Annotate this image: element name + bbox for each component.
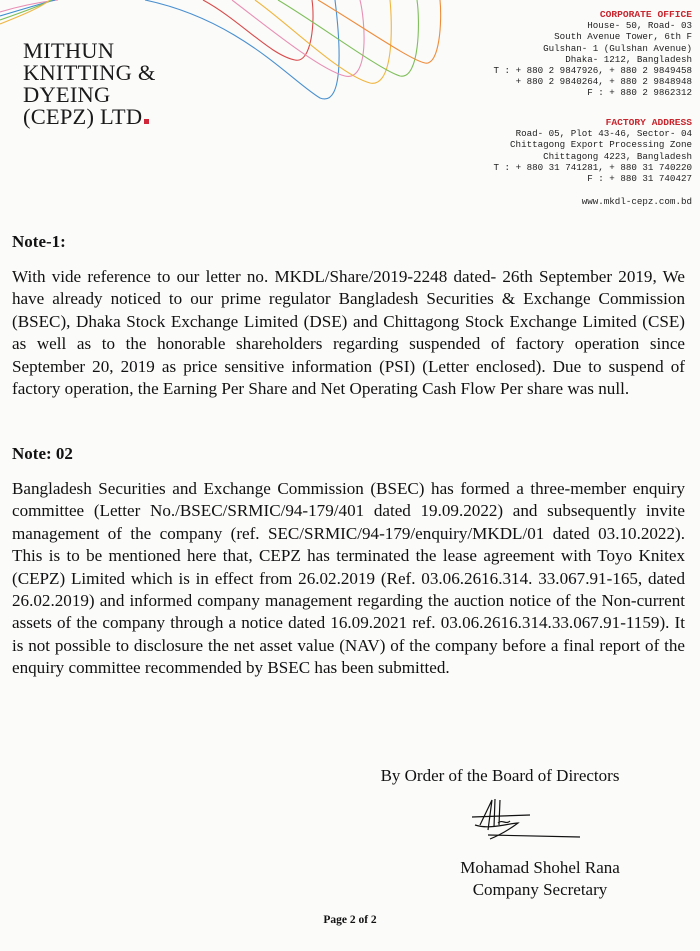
phone-line: + 880 2 9840264, + 880 2 9848948: [515, 76, 692, 88]
factory-address-heading: FACTORY ADDRESS: [605, 117, 692, 128]
note-1-section: [12, 232, 685, 400]
website-link[interactable]: www.mkdl-cepz.com.bd: [581, 196, 692, 207]
address-line: Chittagong 4223, Bangladesh: [543, 150, 692, 162]
address-line: Dhaka- 1212, Bangladesh: [565, 53, 692, 65]
note-title: Note: 02: [12, 444, 73, 463]
signatory-title: Company Secretary: [472, 880, 608, 899]
note-text: With vide reference to our letter no. MKDL/Share/2019-2248 dated- 26th September 2019, We have already noticed to our prime regulator Bangladesh Securities & Exchange Commission (BSEC), Dhaka Stock Exchange Limited (DSE) and Chittagong Stock Exchange Limited (CSE) as well as to the honorable shareholders regarding suspended of factory operation since September 20, 2019 as price sensitive information (PSI) (Letter enclosed). Due to suspend of factory operation, the Earning Per Share and Net Operating Cash Flow Per share was null.: [12, 267, 685, 399]
company-name-line: DYEING: [23, 82, 111, 107]
factory-address-block: [494, 117, 692, 184]
corporate-office-block: [494, 9, 692, 99]
note-2-section: [12, 444, 685, 680]
fax-line: F : + 880 2 9862312: [587, 87, 692, 99]
company-name-line: MITHUN: [23, 38, 115, 63]
address-line: House- 50, Road- 03: [587, 20, 692, 32]
corporate-office-heading: CORPORATE OFFICE: [599, 9, 692, 20]
phone-line: T : + 880 31 741281, + 880 31 740220: [493, 161, 692, 173]
fax-line: F : + 880 31 740427: [587, 173, 692, 185]
note-title: Note-1:: [12, 232, 66, 251]
company-name-line: KNITTING &: [23, 60, 156, 85]
logo-red-square-icon: [144, 119, 149, 124]
address-line: Gulshan- 1 (Gulshan Avenue): [543, 42, 692, 54]
address-line: South Avenue Tower, 6th F: [554, 31, 692, 43]
address-line: Chittagong Export Processing Zone: [510, 139, 692, 151]
order-line: By Order of the Board of Directors: [380, 766, 620, 785]
page-number: Page 2 of 2: [323, 914, 377, 926]
company-logo: [23, 40, 156, 128]
signatory-name: Mohamad Shohel Rana: [460, 858, 620, 877]
company-name-line: (CEPZ) LTD: [23, 104, 143, 129]
note-text: Bangladesh Securities and Exchange Commission (BSEC) has formed a three-member enquiry committee (Letter No./BSEC/SRMIC/94-179/401 dated 19.09.2022) and subsequently invite management of the company (ref. SEC/SRMIC/94-179/enquiry/MKDL/01 dated 03.10.2022). This is to be mentioned here that, CEPZ has terminated the lease agreement with Toyo Knitex (CEPZ) Limited which is in effect from 26.02.2019 (Ref. 03.06.2616.314. 33.067.91-165, dated 26.02.2019) and informed company management regarding the auction notice of the Non-current assets of the company through a notice dated 16.09.2021 ref. 03.06.2616.314.33.067.91-1159). It is not possible to disclosure the net asset value (NAV) of the company before a final report of the enquiry committee recommended by BSEC has been submitted.: [12, 479, 685, 678]
address-line: Road- 05, Plot 43-46, Sector- 04: [515, 128, 692, 140]
signature-image: [470, 795, 590, 840]
phone-line: T : + 880 2 9847926, + 880 2 9849458: [493, 65, 692, 77]
